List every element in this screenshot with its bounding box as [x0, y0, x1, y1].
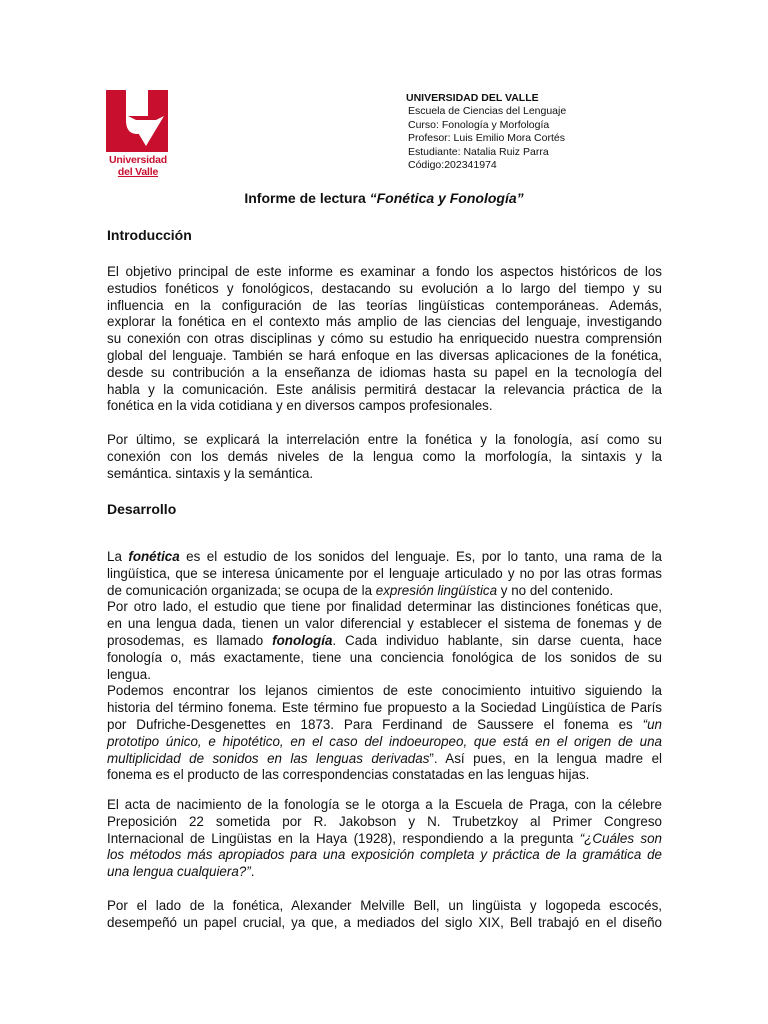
university-logo: [106, 90, 168, 182]
text: .: [250, 864, 255, 880]
text-line: [107, 633, 662, 650]
text-line: fonema es el producto de las correspondencias constatadas en las lenguas hijas.: [107, 767, 590, 783]
text-line: Por el lado de la fonética, Alexander Melville Bell, un lingüista y logopeda escocés,: [107, 898, 662, 913]
text: La: [107, 549, 129, 564]
text-line: historia del término fonema. Este término fue propuesto a la Sociedad Lingüística de París: [107, 700, 662, 716]
text-line: semántica. sintaxis y la semántica.: [107, 465, 314, 481]
text-line: [107, 717, 662, 734]
term-expresion: expresión lingüística: [375, 582, 498, 598]
text-line: [107, 583, 662, 600]
title-italic: “Fonética y Fonología”: [369, 190, 524, 206]
text-line: influencia en la configuración de las teorías lingüísticas contemporáneas. Además,: [107, 297, 662, 313]
text-line: Preposición 22 sometida por R. Jakobson y N. Trubetzkoy al Primer Congreso: [107, 813, 662, 829]
paragraph-desarrollo-3: [107, 898, 662, 932]
heading-introduccion: Introducción: [107, 227, 192, 243]
course-name: Curso: Fonología y Morfología: [408, 118, 550, 131]
text: ”. Así pues, en la lengua madre el: [429, 750, 662, 766]
text-line: desempeñó un papel crucial, ya que, a mediados del siglo XIX, Bell trabajó en el diseño: [107, 914, 662, 930]
professor-name: Profesor: Luis Emilio Mora Cortés: [408, 132, 565, 145]
text-line: Podemos encontrar los lejanos cimientos de este conocimiento intuitivo siguiendo la: [107, 683, 662, 699]
text-line: Por último, se explicará la interrelación entre la fonética y la fonología, así como su: [107, 432, 662, 447]
text-line: fonología o, más exactamente, tiene una conciencia fonológica de los sonidos de su: [107, 649, 662, 665]
document-title: [0, 190, 768, 206]
text-line: [107, 549, 662, 566]
header-info: [408, 92, 566, 172]
text: de comunicación organizada; se ocupa de la: [107, 582, 376, 598]
text-line: lengua.: [107, 666, 151, 682]
term-fonetica: fonética: [128, 549, 180, 564]
question-start: “¿Cuáles son: [579, 830, 662, 846]
text-line: lingüística, que se interesa únicamente por el lenguaje articulado y no por las otras formas: [107, 565, 662, 581]
text-line: [107, 847, 662, 864]
text-line: [107, 864, 662, 881]
text-line: [107, 734, 662, 751]
paragraph-intro-1: [107, 264, 662, 415]
text-line: explorar la fonética en el contexto más amplio de las ciencias del lenguaje, investigando: [107, 314, 662, 330]
logo-emblem-icon: [106, 90, 168, 152]
term-fonologia: fonología: [272, 632, 333, 648]
logo-text-line2: del Valle: [117, 166, 159, 178]
heading-desarrollo: Desarrollo: [107, 501, 177, 517]
quote-end: multiplicidad de sonidos en las lenguas derivadas: [107, 750, 430, 766]
text-line: Por otro lado, el estudio que tiene por finalidad determinar las distinciones fonéticas que,: [107, 599, 662, 615]
student-name: Estudiante: Natalia Ruiz Parra: [408, 145, 549, 158]
text: y no del contenido.: [497, 582, 614, 598]
text-line: en una lengua dada, tienen un valor diferencial y establecer el sistema de fonemas y de: [107, 616, 662, 632]
question-end: una lengua cualquiera?”: [107, 864, 251, 880]
logo-text-line1: Universidad: [109, 154, 167, 166]
text: Internacional de Lingüistas en la Haya (1928), respondiendo a la pregunta: [107, 830, 580, 846]
paragraph-desarrollo-1: [107, 549, 662, 784]
text: por Dufriche-Desgenettes en 1873. Para Ferdinand de Saussere el fonema es: [107, 716, 643, 732]
text-line: global del lenguaje. También se hará enfoque en las diversas aplicaciones de la fonética,: [107, 347, 662, 363]
paragraph-desarrollo-2: [107, 797, 662, 881]
text-line: [107, 831, 662, 848]
text-line: El acta de nacimiento de la fonología se le otorga a la Escuela de Praga, con la célebre: [107, 797, 662, 812]
school-name: Escuela de Ciencias del Lenguaje: [408, 105, 567, 118]
text-line: conexión con los demás niveles de la lengua como la morfología, la sintaxis y la: [107, 448, 662, 464]
quote-start: “un: [642, 716, 662, 732]
question-text: los métodos más apropiados para una exposición completa y práctica de la gramática de: [107, 847, 662, 863]
university-name: UNIVERSIDAD DEL VALLE: [406, 92, 539, 104]
text-line: estudios fonéticos y fonológicos, destacando su evolución a lo largo del tiempo y su: [107, 280, 662, 296]
text: . Cada individuo hablante, sin darse cuenta, hace: [332, 632, 662, 648]
text-line: desde su contribución a la enseñanza de idiomas hasta su papel en la tecnología del: [107, 364, 662, 380]
paragraph-intro-2: [107, 432, 662, 482]
text: es el estudio de los sonidos del lenguaje. Es, por lo tanto, una rama de la: [179, 549, 662, 564]
text-line: fonética en la vida cotidiana y en diversos campos profesionales.: [107, 398, 493, 414]
quote-text: prototipo único, e hipotético, en el caso del indoeuropeo, que está en el origen de una: [107, 733, 662, 749]
text-line: habla y la comunicación. Este análisis permitirá destacar la relevancia práctica de la: [107, 381, 662, 397]
text-line: [107, 751, 662, 768]
text: prosodemas, es llamado: [107, 632, 273, 648]
text-line: su conexión con otras disciplinas y cómo su estudio ha enriquecido nuestra comprensión: [107, 331, 662, 347]
title-prefix: Informe de lectura: [244, 190, 370, 206]
student-code: Código:202341974: [408, 159, 497, 172]
text-line: El objetivo principal de este informe es examinar a fondo los aspectos históricos de los: [107, 264, 662, 279]
